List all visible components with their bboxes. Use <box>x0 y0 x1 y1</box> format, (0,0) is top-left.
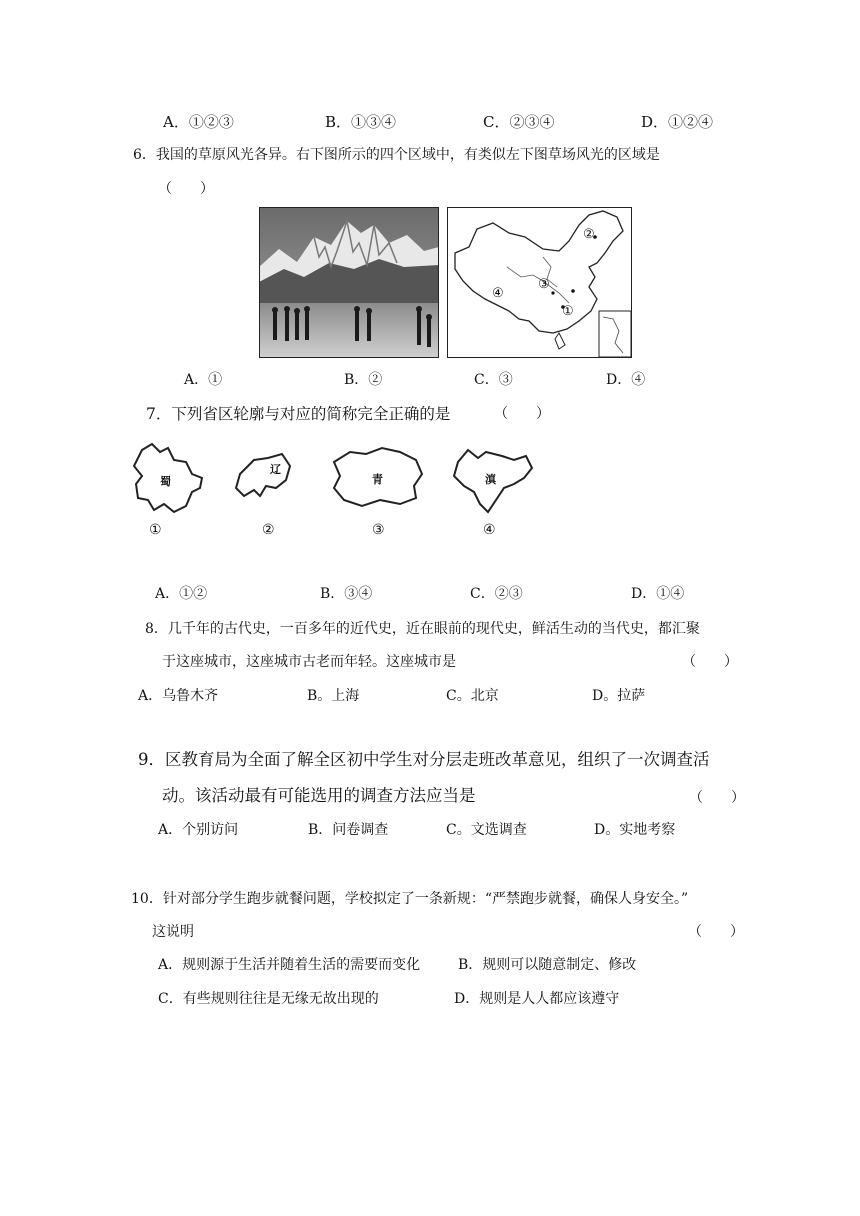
shape-num-3: ③ <box>372 522 385 538</box>
q8-question-line1: 8．几千年的古代史，一百多年的近代史，近在眼前的现代史，鲜活生动的当代史，都汇聚 <box>145 621 700 637</box>
q8-option-a: A．乌鲁木齐 <box>138 688 219 704</box>
shape-char-3: 青 <box>372 473 383 486</box>
q7-answer-paren: （ ） <box>494 406 550 422</box>
map-label-1: ① <box>562 304 574 319</box>
q9-question-line1: 9．区教育局为全面了解全区初中学生对分层走班改革意见，组织了一次调查活 <box>138 750 710 769</box>
q6-option-a: A．① <box>184 372 223 388</box>
q7-option-a: A．①② <box>155 586 208 602</box>
map-label-4: ④ <box>492 286 504 301</box>
shape-num-2: ② <box>262 522 275 538</box>
q8-answer-paren: （ ） <box>682 654 738 670</box>
map-label-3: ③ <box>538 277 550 292</box>
q6-answer-paren: （ ） <box>158 181 214 197</box>
q8-option-b: B。上海 <box>307 688 360 704</box>
q8-option-c: C。北京 <box>446 688 499 704</box>
q10-answer-paren: （ ） <box>688 924 744 940</box>
map-label-2: ② <box>583 227 595 242</box>
grassland-photo <box>259 207 439 358</box>
q9-answer-paren: （ ） <box>689 790 745 806</box>
q10-question-line1: 10．针对部分学生跑步就餐问题，学校拟定了一条新规：“严禁跑步就餐，确保人身安全。” <box>131 891 689 907</box>
q9-question-line2: 动。该活动最有可能选用的调查方法应当是 <box>162 786 476 805</box>
q6-option-c: C．③ <box>474 372 513 388</box>
q7-question: 7．下列省区轮廓与对应的简称完全正确的是 <box>146 405 451 423</box>
q10-option-b: B．规则可以随意制定、修改 <box>458 957 637 973</box>
q8-question-line2: 于这座城市，这座城市古老而年轻。这座城市是 <box>162 654 456 670</box>
shape-char-2: 辽 <box>270 463 281 476</box>
q5-option-d: D．①②④ <box>641 113 714 131</box>
shape-num-1: ① <box>149 522 162 538</box>
q10-option-c: C．有些规则往往是无缘无故出现的 <box>158 991 379 1007</box>
q7-option-c: C．②③ <box>470 586 523 602</box>
q10-option-d: D．规则是人人都应该遵守 <box>454 991 620 1007</box>
q8-option-d: D。拉萨 <box>592 688 646 704</box>
q10-option-a: A．规则源于生活并随着生活的需要而变化 <box>158 957 421 973</box>
q10-question-line2: 这说明 <box>152 924 194 940</box>
q7-option-d: D．①④ <box>631 586 685 602</box>
q9-option-a: A．个别访问 <box>158 822 239 838</box>
shape-num-4: ④ <box>483 522 496 538</box>
q6-question: 6．我国的草原风光各异。右下图所示的四个区域中，有类似左下图草场风光的区域是 <box>133 147 660 163</box>
q9-option-d: D。实地考察 <box>594 822 676 838</box>
q5-option-a: A．①②③ <box>163 113 234 131</box>
province-outline-2 <box>236 454 290 496</box>
q9-option-b: B．问卷调查 <box>308 822 389 838</box>
shape-char-1: 蜀 <box>160 475 171 488</box>
q9-option-c: C。文选调查 <box>446 822 527 838</box>
shape-char-4: 滇 <box>485 473 496 486</box>
q5-option-b: B．①③④ <box>325 113 397 131</box>
q6-option-d: D．④ <box>606 372 646 388</box>
q5-option-c: C．②③④ <box>483 113 555 131</box>
q6-option-b: B．② <box>344 372 383 388</box>
q7-option-b: B．③④ <box>320 586 373 602</box>
